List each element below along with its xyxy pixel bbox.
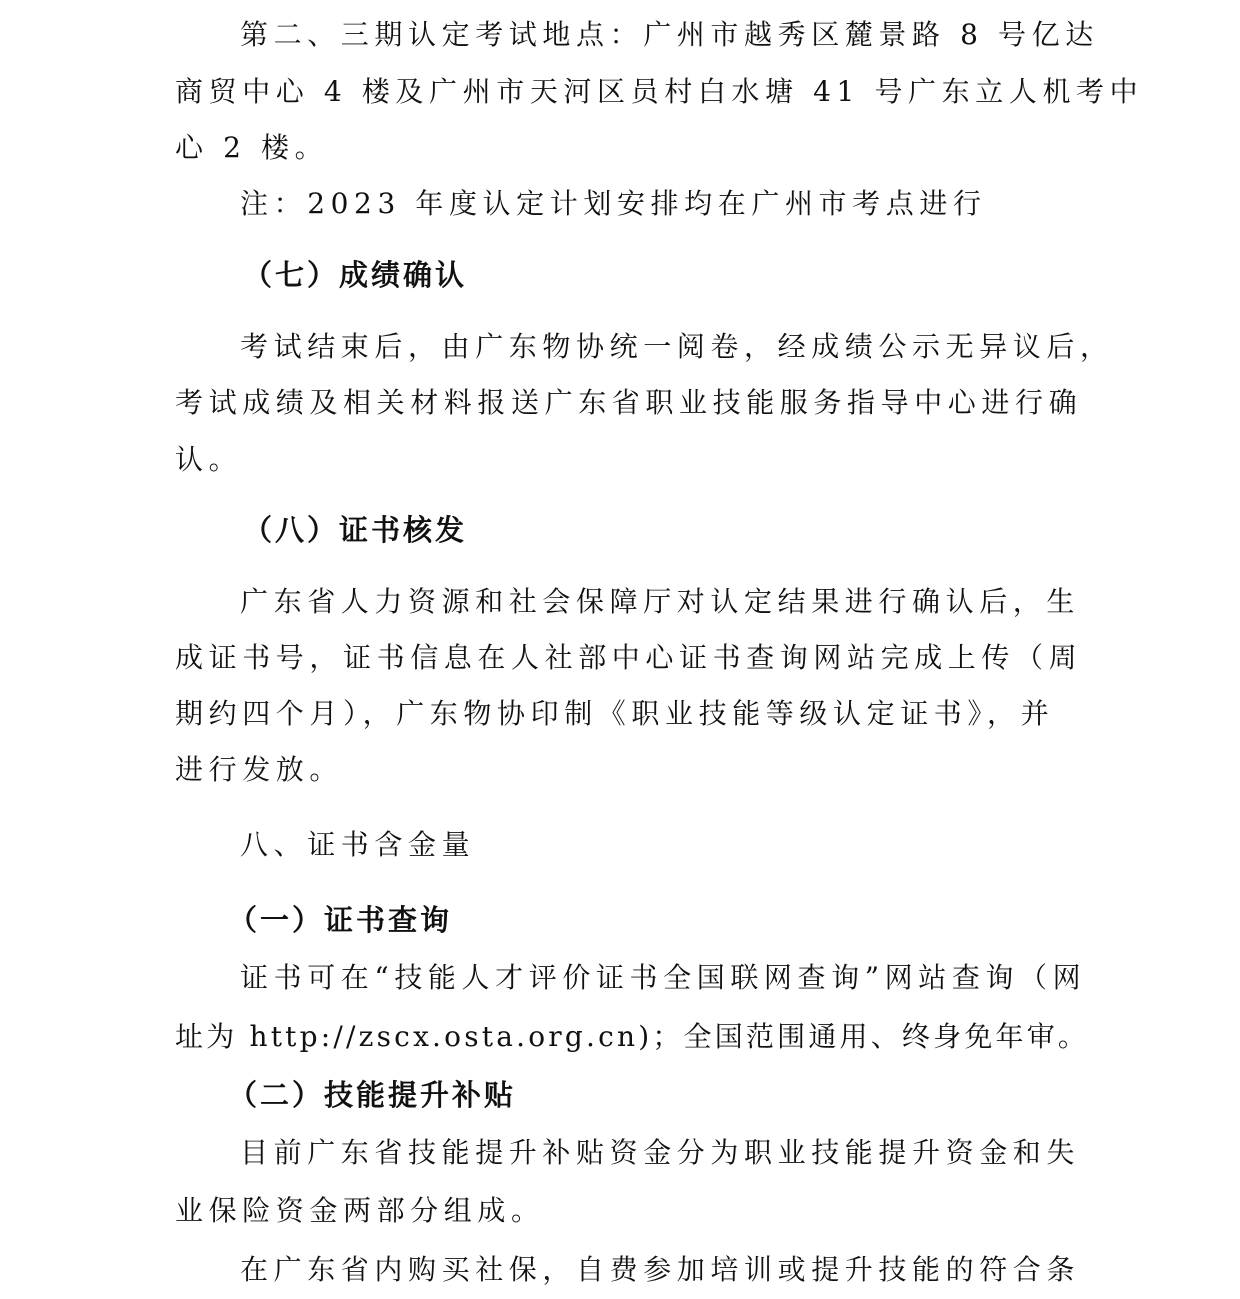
- paragraph-line: 在广东省内购买社保，自费参加培训或提升技能的符合条: [240, 1253, 1081, 1286]
- paragraph-line: 第二、三期认定考试地点：广州市越秀区麓景路 8 号亿达: [240, 18, 1099, 51]
- section-heading: （二）技能提升补贴: [228, 1078, 517, 1112]
- paragraph-line: 考试成绩及相关材料报送广东省职业技能服务指导中心进行确: [175, 386, 1083, 419]
- paragraph-line: 业保险资金两部分组成。: [175, 1194, 545, 1227]
- paragraph-line: 心 2 楼。: [175, 131, 329, 164]
- paragraph-line: 址为 http://zscx.osta.org.cn)；全国范围通用、终身免年审。: [175, 1020, 1090, 1053]
- chapter-heading: 八、证书含金量: [240, 828, 476, 861]
- note-line: 注：2023 年度认定计划安排均在广州市考点进行: [240, 187, 987, 220]
- paragraph-line: 商贸中心 4 楼及广州市天河区员村白水塘 41 号广东立人机考中: [175, 75, 1144, 108]
- section-heading: （八）证书核发: [243, 513, 468, 547]
- paragraph-line: 目前广东省技能提升补贴资金分为职业技能提升资金和失: [240, 1136, 1081, 1169]
- paragraph-line: 成证书号，证书信息在人社部中心证书查询网站完成上传（周: [175, 641, 1083, 674]
- paragraph-line: 考试结束后，由广东物协统一阅卷，经成绩公示无异议后，: [240, 330, 1114, 363]
- section-heading: （一）证书查询: [228, 903, 453, 937]
- paragraph-line: 认。: [175, 443, 243, 476]
- paragraph-line: 进行发放。: [175, 753, 344, 786]
- paragraph-line: 期约四个月），广东物协印制《职业技能等级认定证书》，并: [175, 697, 1055, 730]
- paragraph-line: 证书可在“技能人才评价证书全国联网查询”网站查询（网: [240, 961, 1087, 994]
- paragraph-line: 广东省人力资源和社会保障厅对认定结果进行确认后，生: [240, 585, 1081, 618]
- section-heading: （七）成绩确认: [243, 258, 468, 292]
